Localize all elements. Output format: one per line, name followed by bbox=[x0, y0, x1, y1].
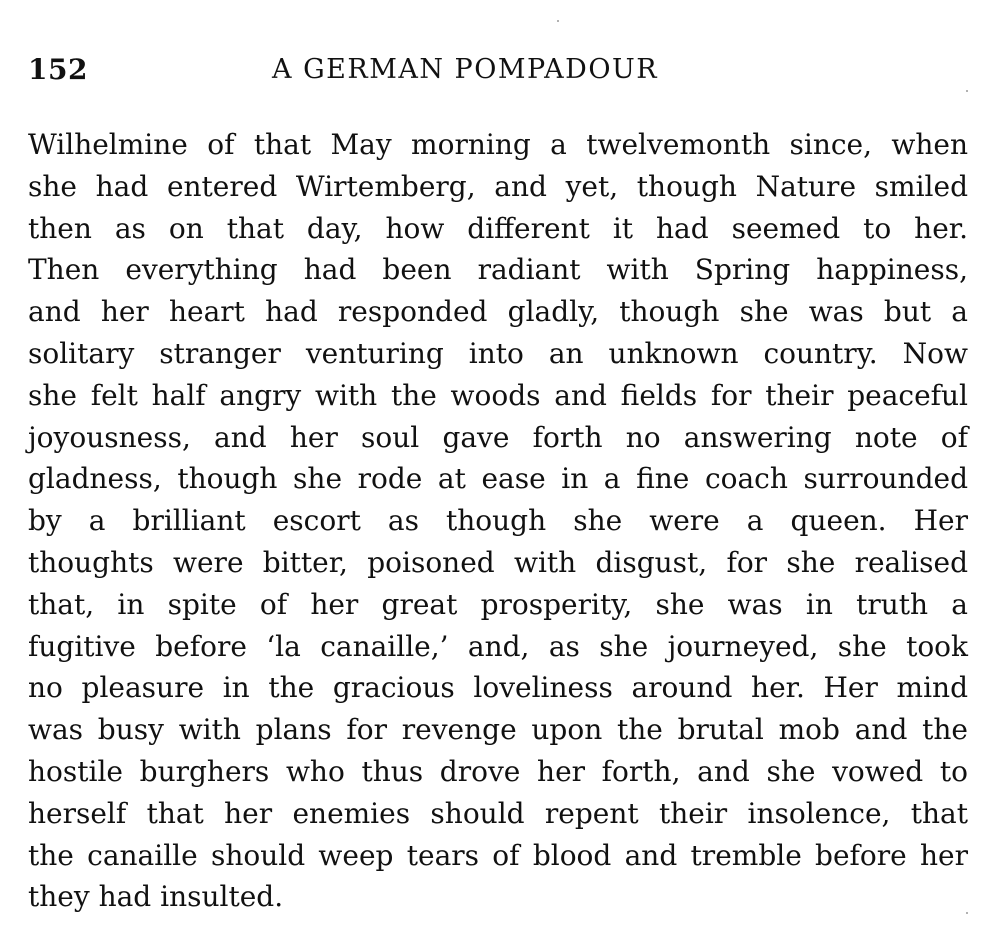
running-title: A GERMAN POMPADOUR bbox=[272, 54, 659, 85]
text-line-9: gladness, though she rode at ease in a fine coach surrounded bbox=[28, 462, 968, 496]
scan-speck bbox=[557, 20, 559, 22]
body-paragraph bbox=[28, 124, 968, 918]
running-head bbox=[28, 50, 968, 90]
text-line-19: they had insulted. bbox=[28, 880, 284, 914]
text-line-4: Then everything had been radiant with Spring happiness, bbox=[28, 253, 968, 287]
text-line-18: the canaille should weep tears of blood and tremble before her bbox=[28, 838, 968, 872]
text-line-10: by a brilliant escort as though she were a queen. Her bbox=[28, 504, 968, 538]
text-line-2: she had entered Wirtemberg, and yet, though Nature smiled bbox=[28, 169, 968, 203]
text-line-6: solitary stranger venturing into an unknown country. Now bbox=[28, 336, 968, 370]
text-line-7: she felt half angry with the woods and fields for their peaceful bbox=[28, 378, 968, 412]
page-number: 152 bbox=[28, 53, 88, 86]
scan-speck bbox=[966, 912, 968, 914]
text-line-8: joyousness, and her soul gave forth no answering note of bbox=[28, 420, 968, 454]
text-line-17: herself that her enemies should repent their insolence, that bbox=[28, 796, 968, 830]
text-line-13: fugitive before ‘la canaille,’ and, as she journeyed, she took bbox=[28, 629, 968, 663]
text-line-5: and her heart had responded gladly, though she was but a bbox=[28, 295, 968, 329]
text-line-12: that, in spite of her great prosperity, she was in truth a bbox=[28, 587, 968, 621]
text-line-14: no pleasure in the gracious loveliness around her. Her mind bbox=[28, 671, 968, 705]
scan-speck bbox=[966, 90, 968, 92]
text-line-3: then as on that day, how different it had seemed to her. bbox=[28, 211, 968, 245]
text-line-1: Wilhelmine of that May morning a twelvemonth since, when bbox=[28, 128, 968, 161]
text-line-15: was busy with plans for revenge upon the brutal mob and the bbox=[28, 713, 968, 747]
text-line-16: hostile burghers who thus drove her forth, and she vowed to bbox=[28, 754, 968, 788]
text-line-11: thoughts were bitter, poisoned with disgust, for she realised bbox=[28, 545, 968, 579]
